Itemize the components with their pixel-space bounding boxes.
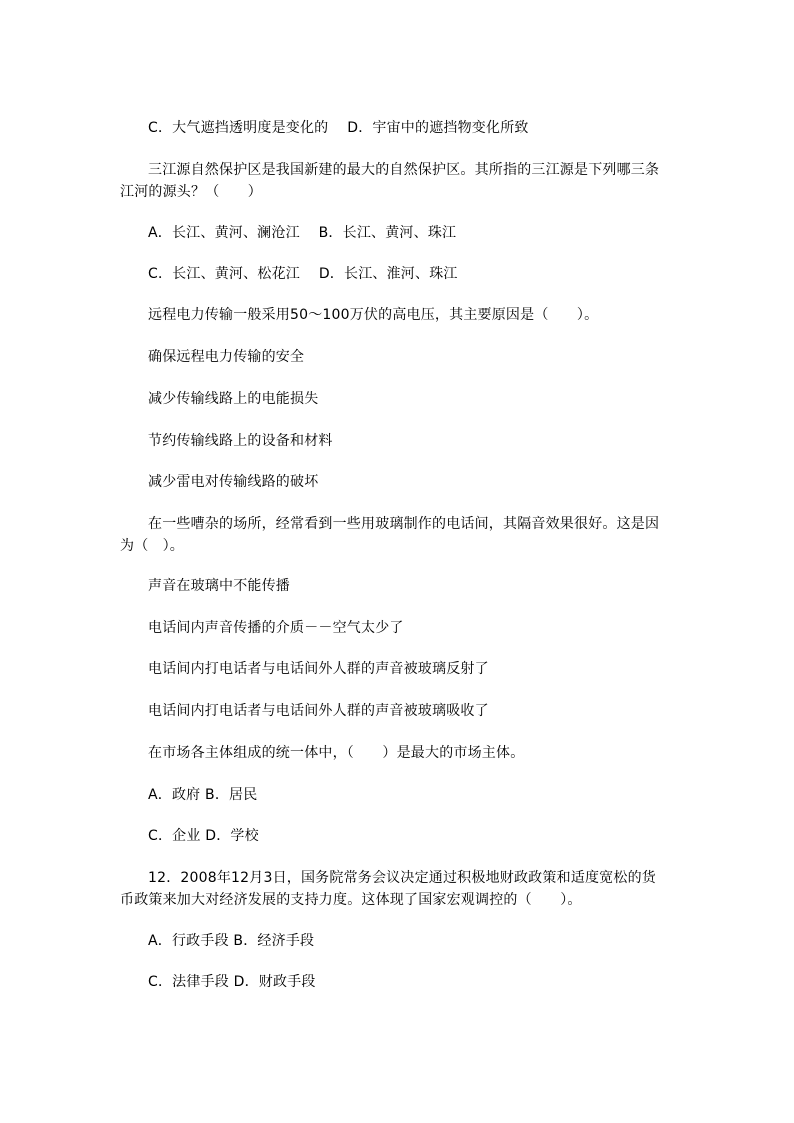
- answer-options-ab-line: A．政府 B．居民: [148, 787, 258, 803]
- question-power-transmission: 远程电力传输一般采用50～100万伏的高电压，其主要原因是（ ）。: [148, 307, 599, 323]
- question-glass-booth: 在一些嘈杂的场所，经常看到一些用玻璃制作的电话间，其隔音效果很好。这是因为（ ）。: [120, 516, 660, 554]
- answer-option: 电话间内打电话者与电话间外人群的声音被玻璃吸收了: [148, 703, 489, 719]
- answer-option: 减少雷电对传输线路的破坏: [148, 474, 319, 490]
- answer-options-ab-line: A．长江、黄河、澜沧江 B．长江、黄河、珠江: [148, 225, 457, 241]
- answer-options-cd-line: C．法律手段 D．财政手段: [148, 974, 316, 990]
- answer-option: 节约传输线路上的设备和材料: [148, 433, 333, 449]
- answer-option: 减少传输线路上的电能损失: [148, 391, 319, 407]
- answer-options-cd-line: C．企业 D．学校: [148, 828, 259, 844]
- answer-option: 电话间内声音传播的介质－－空气太少了: [148, 620, 404, 636]
- answer-option: 确保远程电力传输的安全: [148, 349, 305, 365]
- answer-option: 声音在玻璃中不能传播: [148, 578, 290, 594]
- question-macro-control: 12．2008年12月3日，国务院常务会议决定通过积极地财政政策和适度宽松的货币政策来加大对经济发展的支持力度。这体现了国家宏观调控的（ ）。: [120, 870, 656, 908]
- answer-options-cd-line: C．大气遮挡透明度是变化的 D．宇宙中的遮挡物变化所致: [148, 120, 529, 136]
- question-sanjiangyuan: 三江源自然保护区是我国新建的最大的自然保护区。其所指的三江源是下列哪三条江河的源头？（ ）: [120, 162, 660, 200]
- answer-options-ab-line: A．行政手段 B．经济手段: [148, 933, 315, 949]
- answer-options-cd-line: C．长江、黄河、松花江 D．长江、淮河、珠江: [148, 266, 458, 282]
- question-market-subject: 在市场各主体组成的统一体中，（ ）是最大的市场主体。: [148, 745, 525, 761]
- answer-option: 电话间内打电话者与电话间外人群的声音被玻璃反射了: [148, 661, 489, 677]
